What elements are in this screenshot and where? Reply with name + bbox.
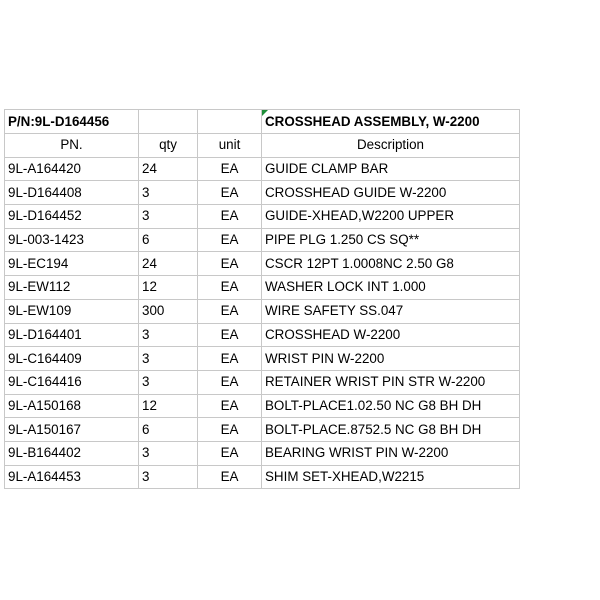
qty-cell[interactable]: 6: [139, 228, 198, 252]
blank-cell[interactable]: [139, 110, 198, 134]
table-row: [5, 157, 520, 181]
unit-cell[interactable]: EA: [198, 441, 262, 465]
pn-cell[interactable]: 9L-003-1423: [5, 228, 139, 252]
table-row: [5, 465, 520, 489]
title-row: [5, 110, 520, 134]
unit-cell[interactable]: EA: [198, 205, 262, 229]
description-cell[interactable]: WRIST PIN W-2200: [262, 347, 520, 371]
pn-cell[interactable]: 9L-D164408: [5, 181, 139, 205]
table-row: [5, 252, 520, 276]
table-row: [5, 323, 520, 347]
unit-cell[interactable]: EA: [198, 394, 262, 418]
header-qty[interactable]: qty: [139, 134, 198, 158]
description-cell[interactable]: GUIDE CLAMP BAR: [262, 157, 520, 181]
qty-cell[interactable]: 3: [139, 323, 198, 347]
qty-cell[interactable]: 3: [139, 465, 198, 489]
table-row: [5, 418, 520, 442]
pn-cell[interactable]: 9L-EW112: [5, 276, 139, 300]
description-cell[interactable]: CROSSHEAD GUIDE W-2200: [262, 181, 520, 205]
pn-cell[interactable]: 9L-D164401: [5, 323, 139, 347]
description-cell[interactable]: RETAINER WRIST PIN STR W-2200: [262, 370, 520, 394]
header-unit[interactable]: unit: [198, 134, 262, 158]
description-cell[interactable]: CSCR 12PT 1.0008NC 2.50 G8: [262, 252, 520, 276]
parts-list-table: [4, 109, 520, 489]
unit-cell[interactable]: EA: [198, 157, 262, 181]
description-cell[interactable]: BEARING WRIST PIN W-2200: [262, 441, 520, 465]
qty-cell[interactable]: 24: [139, 157, 198, 181]
qty-cell[interactable]: 12: [139, 394, 198, 418]
pn-cell[interactable]: 9L-B164402: [5, 441, 139, 465]
qty-cell[interactable]: 6: [139, 418, 198, 442]
description-cell[interactable]: WIRE SAFETY SS.047: [262, 299, 520, 323]
pn-cell[interactable]: 9L-C164409: [5, 347, 139, 371]
pn-cell[interactable]: 9L-C164416: [5, 370, 139, 394]
unit-cell[interactable]: EA: [198, 347, 262, 371]
description-cell[interactable]: BOLT-PLACE.8752.5 NC G8 BH DH: [262, 418, 520, 442]
unit-cell[interactable]: EA: [198, 370, 262, 394]
pn-cell[interactable]: 9L-EC194: [5, 252, 139, 276]
comment-marker-icon: [262, 110, 268, 116]
header-row: [5, 134, 520, 158]
qty-cell[interactable]: 3: [139, 181, 198, 205]
unit-cell[interactable]: EA: [198, 323, 262, 347]
assembly-title: CROSSHEAD ASSEMBLY, W-2200: [265, 113, 480, 129]
unit-cell[interactable]: EA: [198, 465, 262, 489]
table-row: [5, 299, 520, 323]
header-pn[interactable]: PN.: [5, 134, 139, 158]
table-row: [5, 228, 520, 252]
description-cell[interactable]: BOLT-PLACE1.02.50 NC G8 BH DH: [262, 394, 520, 418]
unit-cell[interactable]: EA: [198, 276, 262, 300]
unit-cell[interactable]: EA: [198, 418, 262, 442]
qty-cell[interactable]: 3: [139, 441, 198, 465]
description-cell[interactable]: CROSSHEAD W-2200: [262, 323, 520, 347]
pn-cell[interactable]: 9L-EW109: [5, 299, 139, 323]
pn-cell[interactable]: 9L-A164420: [5, 157, 139, 181]
pn-cell[interactable]: 9L-A164453: [5, 465, 139, 489]
description-cell[interactable]: GUIDE-XHEAD,W2200 UPPER: [262, 205, 520, 229]
description-cell[interactable]: WASHER LOCK INT 1.000: [262, 276, 520, 300]
qty-cell[interactable]: 24: [139, 252, 198, 276]
table-row: [5, 276, 520, 300]
table-row: [5, 370, 520, 394]
pn-cell[interactable]: 9L-A150168: [5, 394, 139, 418]
table-row: [5, 347, 520, 371]
assembly-title-cell[interactable]: [262, 110, 520, 134]
part-number-title[interactable]: P/N:9L-D164456: [5, 110, 139, 134]
qty-cell[interactable]: 3: [139, 347, 198, 371]
qty-cell[interactable]: 12: [139, 276, 198, 300]
description-cell[interactable]: SHIM SET-XHEAD,W2215: [262, 465, 520, 489]
header-description[interactable]: Description: [262, 134, 520, 158]
table-row: [5, 181, 520, 205]
description-cell[interactable]: PIPE PLG 1.250 CS SQ**: [262, 228, 520, 252]
unit-cell[interactable]: EA: [198, 228, 262, 252]
qty-cell[interactable]: 3: [139, 370, 198, 394]
pn-cell[interactable]: 9L-D164452: [5, 205, 139, 229]
pn-cell[interactable]: 9L-A150167: [5, 418, 139, 442]
qty-cell[interactable]: 3: [139, 205, 198, 229]
qty-cell[interactable]: 300: [139, 299, 198, 323]
table-row: [5, 441, 520, 465]
table-row: [5, 205, 520, 229]
unit-cell[interactable]: EA: [198, 252, 262, 276]
unit-cell[interactable]: EA: [198, 299, 262, 323]
unit-cell[interactable]: EA: [198, 181, 262, 205]
table-row: [5, 394, 520, 418]
blank-cell[interactable]: [198, 110, 262, 134]
